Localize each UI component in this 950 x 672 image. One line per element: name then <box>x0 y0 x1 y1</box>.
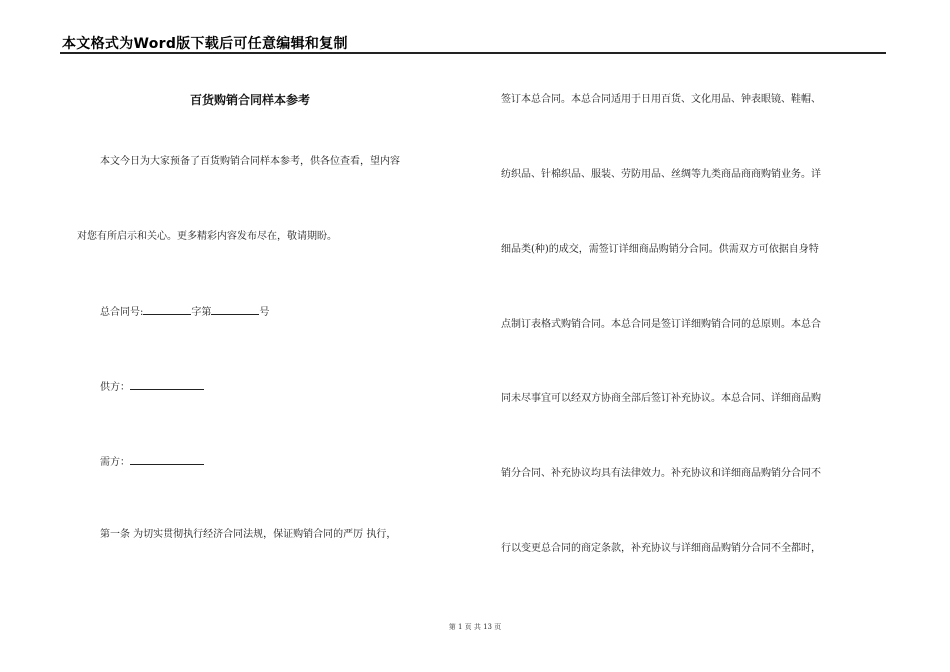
paragraph-line: 同未尽事宜可以经双方协商全部后签订补充协议。本总合同、详细商品购 <box>501 393 821 404</box>
supplier-line <box>100 379 204 395</box>
paragraph-line: 对您有所启示和关心。更多精彩内容发布尽在，敬请期盼。 <box>77 231 337 242</box>
paragraph-line: 行以变更总合同的商定条款，补充协议与详细商品购销分合同不全都时， <box>501 543 821 554</box>
paragraph-line: 销分合同、补充协议均具有法律效力。补充协议和详细商品购销分合同不 <box>501 468 821 479</box>
contract-number-line <box>100 304 269 320</box>
paragraph-line: 第一条 为切实贯彻执行经济合同法规，保证购销合同的严厉 执行， <box>100 529 397 540</box>
paragraph-line: 本文今日为大家预备了百货购销合同样本参考，供各位查看，望内容 <box>100 156 400 167</box>
paragraph-line: 细品类(种)的成交，需签订详细商品购销分合同。供需双方可依据自身特 <box>501 244 819 255</box>
blank-field <box>130 379 204 390</box>
blank-field <box>143 304 191 315</box>
buyer-line <box>100 454 204 470</box>
supplier-label: 供方： <box>100 382 130 393</box>
header-divider <box>60 52 886 54</box>
blank-field <box>130 454 204 465</box>
paragraph-line: 点制订表格式购销合同。本总合同是签订详细购销合同的总原则。本总合 <box>501 319 821 330</box>
contract-number-suffix: 号 <box>259 307 270 318</box>
buyer-label: 需方： <box>100 457 130 468</box>
contract-number-mid: 字第 <box>191 307 212 318</box>
page-header-title: 本文格式为Word版下载后可任意编辑和复制 <box>62 36 348 52</box>
document-title: 百货购销合同样本参考 <box>190 93 311 107</box>
page-footer: 第 1 页 共 13 页 <box>448 623 502 631</box>
contract-number-label: 总合同号: <box>100 307 144 318</box>
paragraph-line: 签订本总合同。本总合同适用于日用百货、文化用品、钟表眼镜、鞋帽、 <box>501 94 821 105</box>
paragraph-line: 纺织品、针棉织品、服装、劳防用品、丝绸等九类商品商商购销业务。详 <box>501 169 821 180</box>
blank-field <box>211 304 259 315</box>
